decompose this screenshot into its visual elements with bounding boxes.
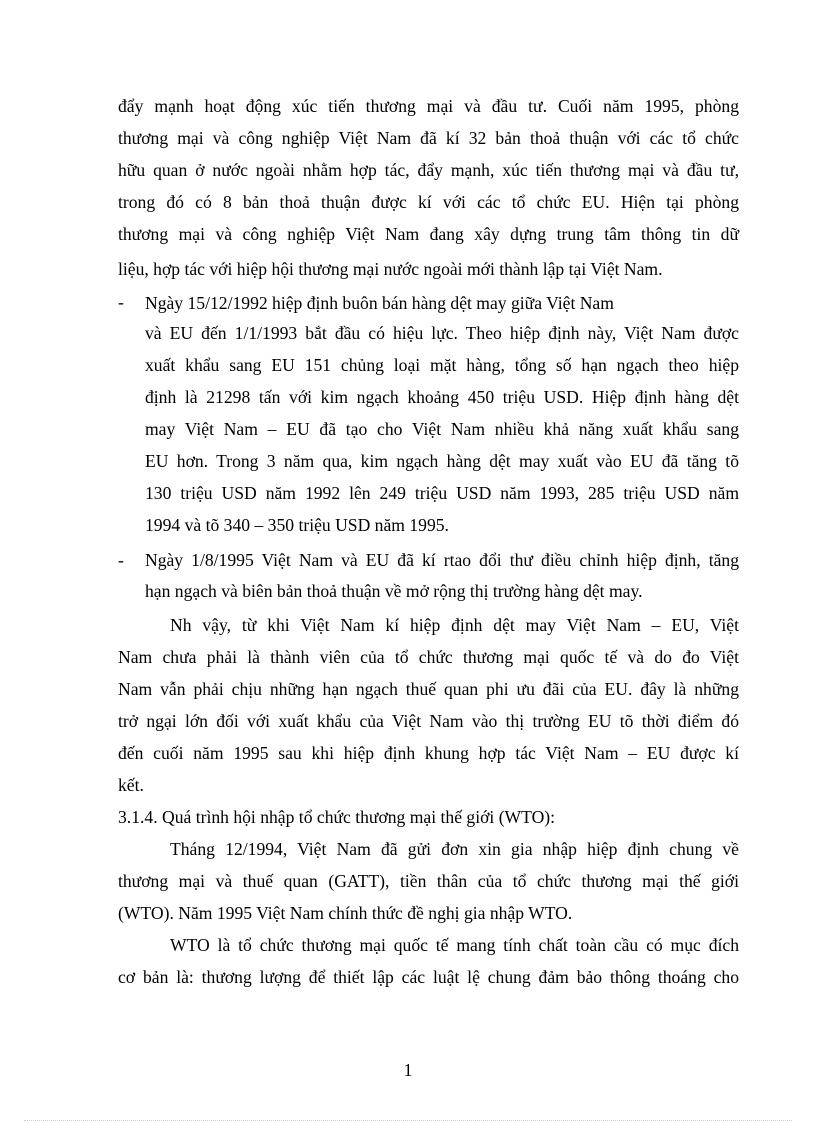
text-line: kết. — [118, 775, 144, 795]
text-line: trong đó có 8 bản thoả thuận được kí với các tổ chức EU. Hiện tại phòng — [118, 192, 739, 212]
bullet-mark: - — [118, 292, 124, 312]
text-line: Tháng 12/1994, Việt Nam đã gửi đơn xin gia nhập hiệp định chung về — [170, 839, 739, 859]
text-line: may Việt Nam – EU đã tạo cho Việt Nam nhiều khả năng xuất khẩu sang — [145, 419, 739, 439]
text-line: đẩy mạnh hoạt động xúc tiến thương mại và đầu tư. Cuối năm 1995, phòng — [118, 96, 739, 116]
text-line: trở ngại lớn đối với xuất khẩu của Việt Nam vào thị trường EU tõ thời điểm đó — [118, 711, 739, 731]
text-line: thương mại và công nghiệp Việt Nam đang xây dựng trung tâm thông tin dữ — [118, 224, 739, 244]
page-bottom-rule — [24, 1120, 792, 1121]
text-line: thương mại và công nghiệp Việt Nam đã kí 32 bản thoả thuận với các tổ chức — [118, 128, 739, 148]
text-line: Nam vẫn phải chịu những hạn ngạch thuế quan phi ưu đãi của EU. đây là những — [118, 679, 739, 699]
text-line: hạn ngạch và biên bản thoả thuận về mở rộng thị trường hàng dệt may. — [145, 581, 643, 601]
text-line: cơ bản là: thương lượng để thiết lập các luật lệ chung đảm bảo thông thoáng cho — [118, 967, 739, 987]
text-line: 130 triệu USD năm 1992 lên 249 triệu USD năm 1993, 285 triệu USD năm — [145, 483, 739, 503]
page-number: 1 — [403, 1060, 413, 1080]
text-line: xuất khẩu sang EU 151 chủng loại mặt hàng, tổng số hạn ngạch theo hiệp — [145, 355, 739, 375]
text-line: Nh vậy, từ khi Việt Nam kí hiệp định dệt may Việt Nam – EU, Việt — [170, 615, 739, 635]
text-line: EU hơn. Trong 3 năm qua, kim ngạch hàng dệt may xuất vào EU đã tăng tõ — [145, 451, 739, 471]
text-line: định là 21298 tấn với kim ngạch khoảng 450 triệu USD. Hiệp định hàng dệt — [145, 387, 739, 407]
text-line: đến cuối năm 1995 sau khi hiệp định khung hợp tác Việt Nam – EU được kí — [118, 743, 739, 763]
text-line: liệu, hợp tác với hiệp hội thương mại nước ngoài mới thành lập tại Việt Nam. — [118, 259, 663, 279]
text-line: Ngày 15/12/1992 hiệp định buôn bán hàng dệt may giữa Việt Nam — [145, 293, 614, 313]
bullet-mark: - — [118, 550, 124, 570]
text-line: Nam chưa phải là thành viên của tổ chức thương mại quốc tế và do đo Việt — [118, 647, 739, 667]
text-line: WTO là tổ chức thương mại quốc tế mang tính chất toàn cầu có mục đích — [170, 935, 739, 955]
text-line: và EU đến 1/1/1993 bắt đầu có hiệu lực. Theo hiệp định này, Việt Nam được — [145, 323, 739, 343]
text-line: thương mại và thuế quan (GATT), tiền thân của tổ chức thương mại thế giới — [118, 871, 739, 891]
text-line: hữu quan ở nước ngoài nhằm hợp tác, đẩy mạnh, xúc tiến thương mại và đầu tư, — [118, 160, 739, 180]
text-line: (WTO). Năm 1995 Việt Nam chính thức đề nghị gia nhập WTO. — [118, 903, 573, 923]
section-heading: 3.1.4. Quá trình hội nhập tổ chức thương mại thế giới (WTO): — [118, 807, 556, 827]
text-line: 1994 và tõ 340 – 350 triệu USD năm 1995. — [145, 515, 449, 535]
text-line: Ngày 1/8/1995 Việt Nam và EU đã kí rtao đổi thư điều chỉnh hiệp định, tăng — [145, 550, 739, 570]
